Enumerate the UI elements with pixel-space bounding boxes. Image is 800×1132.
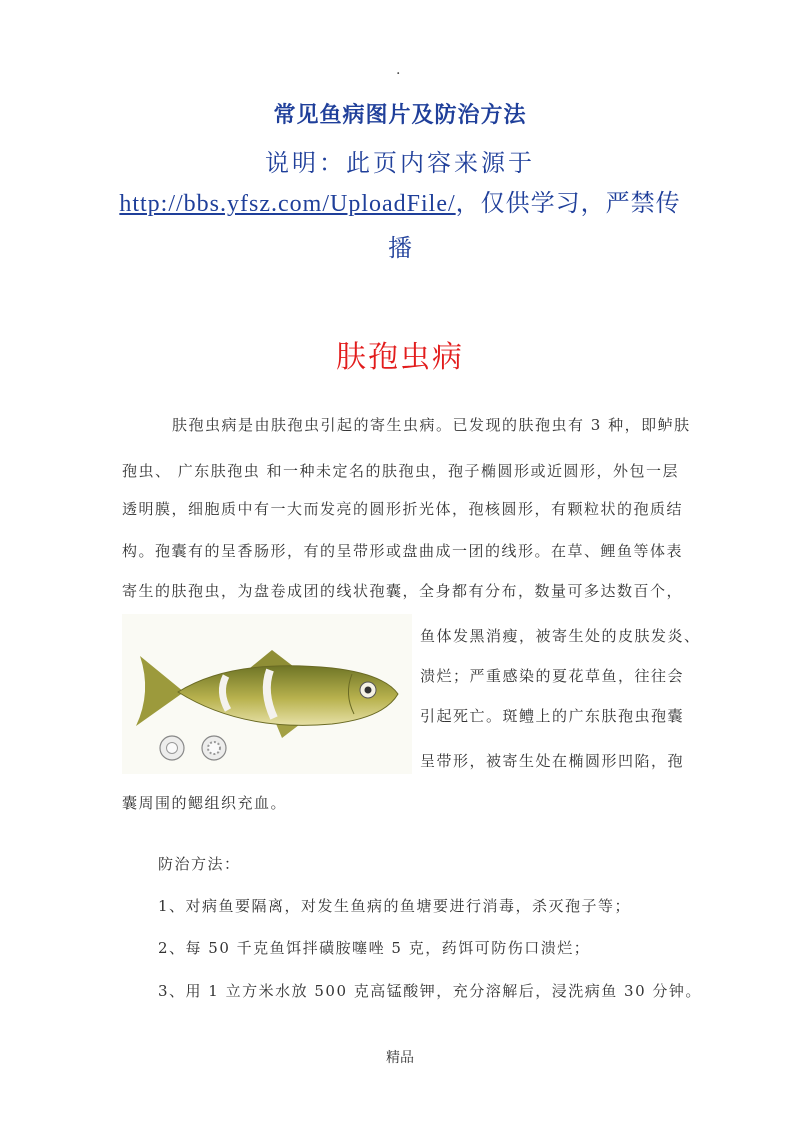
- section-title: 肤孢虫病: [336, 340, 464, 375]
- para-line: 构。孢囊有的呈香肠形，有的呈带形或盘曲成一团的线形。在草、鲤鱼等体表: [122, 542, 684, 560]
- para-end-line: 囊周围的鳃组织充血。: [122, 794, 288, 812]
- footer-label: 精品: [386, 1050, 414, 1066]
- treatment-title: 防治方法：: [158, 855, 241, 873]
- wrap-line: 呈带形，被寄生处在椭圆形凹陷，孢: [420, 752, 685, 770]
- treatment-item: 3、用 1 立方米水放 500 克高锰酸钾，充分溶解后，浸洗病鱼 30 分钟。: [158, 982, 702, 1000]
- wrap-line: 溃烂；严重感染的夏花草鱼，往往会: [420, 667, 685, 685]
- source-note-line3: 播: [388, 234, 412, 262]
- para-line: 寄生的肤孢虫，为盘卷成团的线状孢囊，全身都有分布，数量可多达数百个，: [122, 582, 684, 600]
- treatment-item: 2、每 50 千克鱼饵拌磺胺噻唑 5 克，药饵可防伤口溃烂；: [158, 939, 591, 957]
- wrap-line: 鱼体发黑消瘦，被寄生处的皮肤发炎、: [420, 627, 701, 645]
- page-title: 常见鱼病图片及防治方法: [273, 102, 527, 128]
- source-note-line1: 说明：此页内容来源于: [265, 149, 535, 177]
- wrap-line: 引起死亡。斑鳢上的广东肤孢虫孢囊: [420, 707, 685, 725]
- source-note-rest: ，仅供学习，严禁传: [455, 189, 681, 217]
- para-line: 透明膜，细胞质中有一大而发亮的圆形折光体，孢核圆形，有颗粒状的孢质结: [122, 500, 684, 518]
- page-marker-dot: .: [396, 62, 401, 78]
- para-line: 孢虫、 广东肤孢虫 和一种未定名的肤孢虫，孢子椭圆形或近圆形，外包一层: [122, 462, 680, 480]
- treatment-item: 1、对病鱼要隔离，对发生鱼病的鱼塘要进行消毒，杀灭孢子等；: [158, 897, 632, 915]
- para-line: 肤孢虫病是由肤孢虫引起的寄生虫病。已发现的肤孢虫有 3 种，即鲈肤: [172, 416, 691, 434]
- fish-with-cysts-illustration: [122, 614, 412, 774]
- source-link[interactable]: http://bbs.yfsz.com/UploadFile/: [119, 191, 456, 217]
- source-note-line2: [0, 183, 800, 218]
